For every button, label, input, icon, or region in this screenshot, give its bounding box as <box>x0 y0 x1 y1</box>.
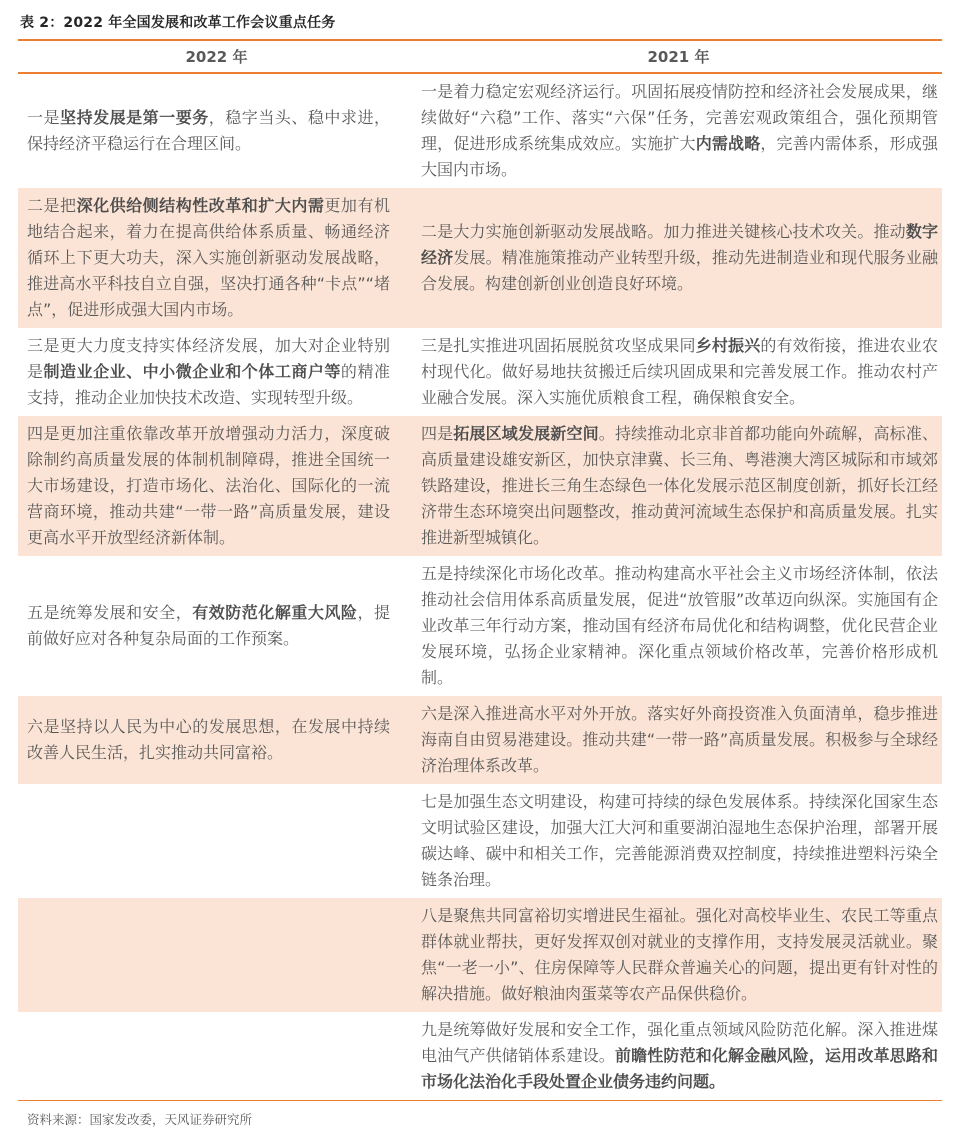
comparison-table <box>18 41 942 1100</box>
table-row <box>18 1012 942 1100</box>
cell-2022-text: 六是坚持以人民为中心的发展思想，在发展中持续改善人民生活，扎实推动共同富裕。 <box>27 717 390 762</box>
cell-2022 <box>18 556 415 696</box>
cell-2022 <box>18 696 415 784</box>
cell-2021 <box>415 74 942 188</box>
cell-2021-text: 三是扎实推进巩固拓展脱贫攻坚成果同乡村振兴的有效衔接，推进农业农村现代化。做好易地扶贫搬迁后续巩固成果和完善发展工作。推动农村产业融合发展。深入实施优质粮食工程，确保粮食安全。 <box>421 336 938 407</box>
cell-2022-text: 五是统筹发展和安全，有效防范化解重大风险，提前做好应对各种复杂局面的工作预案。 <box>27 603 390 648</box>
cell-2022 <box>18 1012 415 1100</box>
cell-2022 <box>18 74 415 188</box>
table-body <box>18 74 942 1100</box>
table-header-row <box>18 41 942 72</box>
cell-2022 <box>18 416 415 556</box>
table-row <box>18 696 942 784</box>
cell-2021 <box>415 188 942 328</box>
table-row <box>18 188 942 328</box>
column-header-2021: 2021 年 <box>647 48 710 66</box>
column-header-2022: 2022 年 <box>185 48 248 66</box>
cell-2022 <box>18 328 415 416</box>
cell-2021 <box>415 556 942 696</box>
cell-2021 <box>415 416 942 556</box>
cell-2022 <box>18 188 415 328</box>
cell-2021 <box>415 328 942 416</box>
cell-2021-text: 七是加强生态文明建设，构建可持续的绿色发展体系。持续深化国家生态文明试验区建设，加强大江大河和重要湖泊湿地生态保护治理，部署开展碳达峰、碳中和相关工作，完善能源消费双控制度，持续推进塑料污染全链条治理。 <box>421 792 938 889</box>
cell-2021 <box>415 696 942 784</box>
cell-2022-text: 三是更大力度支持实体经济发展，加大对企业特别是制造业企业、中小微企业和个体工商户等的精准支持，推动企业加快技术改造、实现转型升级。 <box>27 336 390 407</box>
cell-2022-text: 一是坚持发展是第一要务，稳字当头、稳中求进，保持经济平稳运行在合理区间。 <box>27 108 390 153</box>
table-row <box>18 898 942 1012</box>
table-row <box>18 328 942 416</box>
source-note: 资料来源：国家发改委，天风证券研究所 <box>27 1112 253 1127</box>
table-title: 表 2：2022 年全国发展和改革工作会议重点任务 <box>20 15 336 31</box>
cell-2022-text: 二是把深化供给侧结构性改革和扩大内需更加有机地结合起来，着力在提高供给体系质量、畅通经济循环上下更大功夫，深入实施创新驱动发展战略，推进高水平科技自立自强，坚决打通各种“卡点”“堵点”，促进形成强大国内市场。 <box>27 196 390 319</box>
cell-2022-text: 四是更加注重依靠改革开放增强动力活力，深度破除制约高质量发展的体制机制障碍，推进全国统一大市场建设，打造市场化、法治化、国际化的一流营商环境，推动共建“一带一路”高质量发展，建设更高水平开放型经济新体制。 <box>27 424 390 547</box>
cell-2021 <box>415 898 942 1012</box>
cell-2021-text: 四是拓展区域发展新空间。持续推动北京非首都功能向外疏解，高标准、高质量建设雄安新区，加快京津冀、长三角、粤港澳大湾区城际和市域郊铁路建设，推进长三角生态绿色一体化发展示范区制度创新，抓好长江经济带生态环境突出问题整改，推动黄河流域生态保护和高质量发展。扎实推进新型城镇化。 <box>421 424 938 547</box>
cell-2021-text: 一是着力稳定宏观经济运行。巩固拓展疫情防控和经济社会发展成果，继续做好“六稳”工作、落实“六保”任务，完善宏观政策组合，强化预期管理，促进形成系统集成效应。实施扩大内需战略，完善内需体系，形成强大国内市场。 <box>421 82 938 179</box>
cell-2021 <box>415 1012 942 1100</box>
cell-2022 <box>18 898 415 1012</box>
cell-2021 <box>415 784 942 898</box>
table-row <box>18 74 942 188</box>
cell-2021-text: 八是聚焦共同富裕切实增进民生福祉。强化对高校毕业生、农民工等重点群体就业帮扶，更好发挥双创对就业的支撑作用，支持发展灵活就业。聚焦“一老一小”、住房保障等人民群众普遍关心的问题，提出更有针对性的解决措施。做好粮油肉蛋菜等农产品保供稳价。 <box>421 906 938 1003</box>
cell-2021-text: 五是持续深化市场化改革。推动构建高水平社会主义市场经济体制，依法推动社会信用体系高质量发展，促进“放管服”改革迈向纵深。实施国有企业改革三年行动方案，推动国有经济布局优化和结构调整，优化民营企业发展环境，弘扬企业家精神。深化重点领域价格改革，完善价格形成机制。 <box>421 564 938 687</box>
cell-2021-text: 六是深入推进高水平对外开放。落实好外商投资准入负面清单，稳步推进海南自由贸易港建设。推动共建“一带一路”高质量发展。积极参与全球经济治理体系改革。 <box>421 704 938 775</box>
cell-2021-text: 二是大力实施创新驱动发展战略。加力推进关键核心技术攻关。推动数字经济发展。精准施策推动产业转型升级，推动先进制造业和现代服务业融合发展。构建创新创业创造良好环境。 <box>421 222 938 293</box>
table-row <box>18 784 942 898</box>
table-row <box>18 416 942 556</box>
cell-2022 <box>18 784 415 898</box>
cell-2021-text: 九是统筹做好发展和安全工作，强化重点领域风险防范化解。深入推进煤电油气产供储销体系建设。前瞻性防范和化解金融风险，运用改革思路和市场化法治化手段处置企业债务违约问题。 <box>421 1020 938 1091</box>
table-row <box>18 556 942 696</box>
